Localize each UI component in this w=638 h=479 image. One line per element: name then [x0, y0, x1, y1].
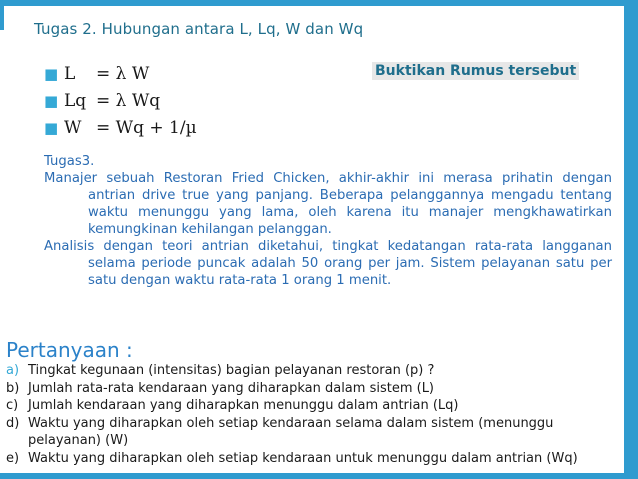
formula-item	[44, 87, 197, 114]
question-letter: b)	[6, 380, 20, 396]
top-accent-bar	[0, 0, 638, 6]
formula-symbol: W	[64, 117, 82, 138]
left-corner-accent	[0, 0, 4, 30]
question-text: Waktu yang diharapkan oleh setiap kendaraan untuk menunggu dalam antrian (Wq)	[28, 450, 578, 466]
question-item	[6, 415, 621, 450]
formula-expression: = λ W	[96, 63, 150, 84]
task-section	[44, 153, 612, 289]
question-item	[6, 397, 621, 415]
task-paragraph: Manajer sebuah Restoran Fried Chicken, akhir-akhir ini merasa prihatin dengan antrian drive true yang panjang. Beberapa pelanggannya mengadu tentang waktu menunggu yang lama, oleh karena itu manajer mengkhawatirkan kemungkinan kehilangan pelanggan.	[44, 171, 612, 237]
bullet-icon: ■	[44, 64, 59, 83]
question-text: Jumlah rata-rata kendaraan yang diharapkan dalam sistem (L)	[28, 380, 435, 396]
slide-title: Tugas 2. Hubungan antara L, Lq, W dan Wq	[34, 20, 364, 38]
formula-expression: = Wq + 1/µ	[96, 117, 197, 138]
question-letter: c)	[6, 398, 19, 413]
right-accent-bar	[624, 0, 638, 479]
formula-item	[44, 60, 197, 87]
formula-list	[44, 60, 197, 141]
question-text: Waktu yang diharapkan oleh setiap kendaraan selama dalam sistem (menunggu pelayanan) (W)	[28, 415, 554, 448]
formula-symbol: L	[64, 63, 76, 84]
task-title: Tugas3.	[44, 154, 95, 169]
formula-item	[44, 114, 197, 141]
formula-symbol: Lq	[64, 90, 87, 111]
questions-heading: Pertanyaan :	[6, 338, 133, 362]
prove-note: Buktikan Rumus tersebut	[372, 62, 579, 80]
bottom-accent-bar	[0, 473, 638, 479]
bullet-icon: ■	[44, 118, 59, 137]
questions-list	[6, 362, 621, 467]
question-item	[6, 380, 621, 398]
question-item	[6, 450, 621, 468]
question-letter: d)	[6, 415, 20, 431]
bullet-icon: ■	[44, 91, 59, 110]
formula-expression: = λ Wq	[96, 90, 161, 111]
question-item	[6, 362, 621, 380]
question-text: Jumlah kendaraan yang diharapkan menunggu dalam antrian (Lq)	[28, 398, 459, 413]
question-letter: a)	[6, 363, 20, 378]
question-text: Tingkat kegunaan (intensitas) bagian pelayanan restoran (p) ?	[28, 363, 435, 378]
question-letter: e)	[6, 450, 20, 466]
task-paragraph: Analisis dengan teori antrian diketahui, tingkat kedatangan rata-rata langganan selama periode puncak adalah 50 orang per jam. Sistem pelayanan satu per satu dengan waktu rata-rata 1 orang 1 menit.	[44, 239, 612, 288]
